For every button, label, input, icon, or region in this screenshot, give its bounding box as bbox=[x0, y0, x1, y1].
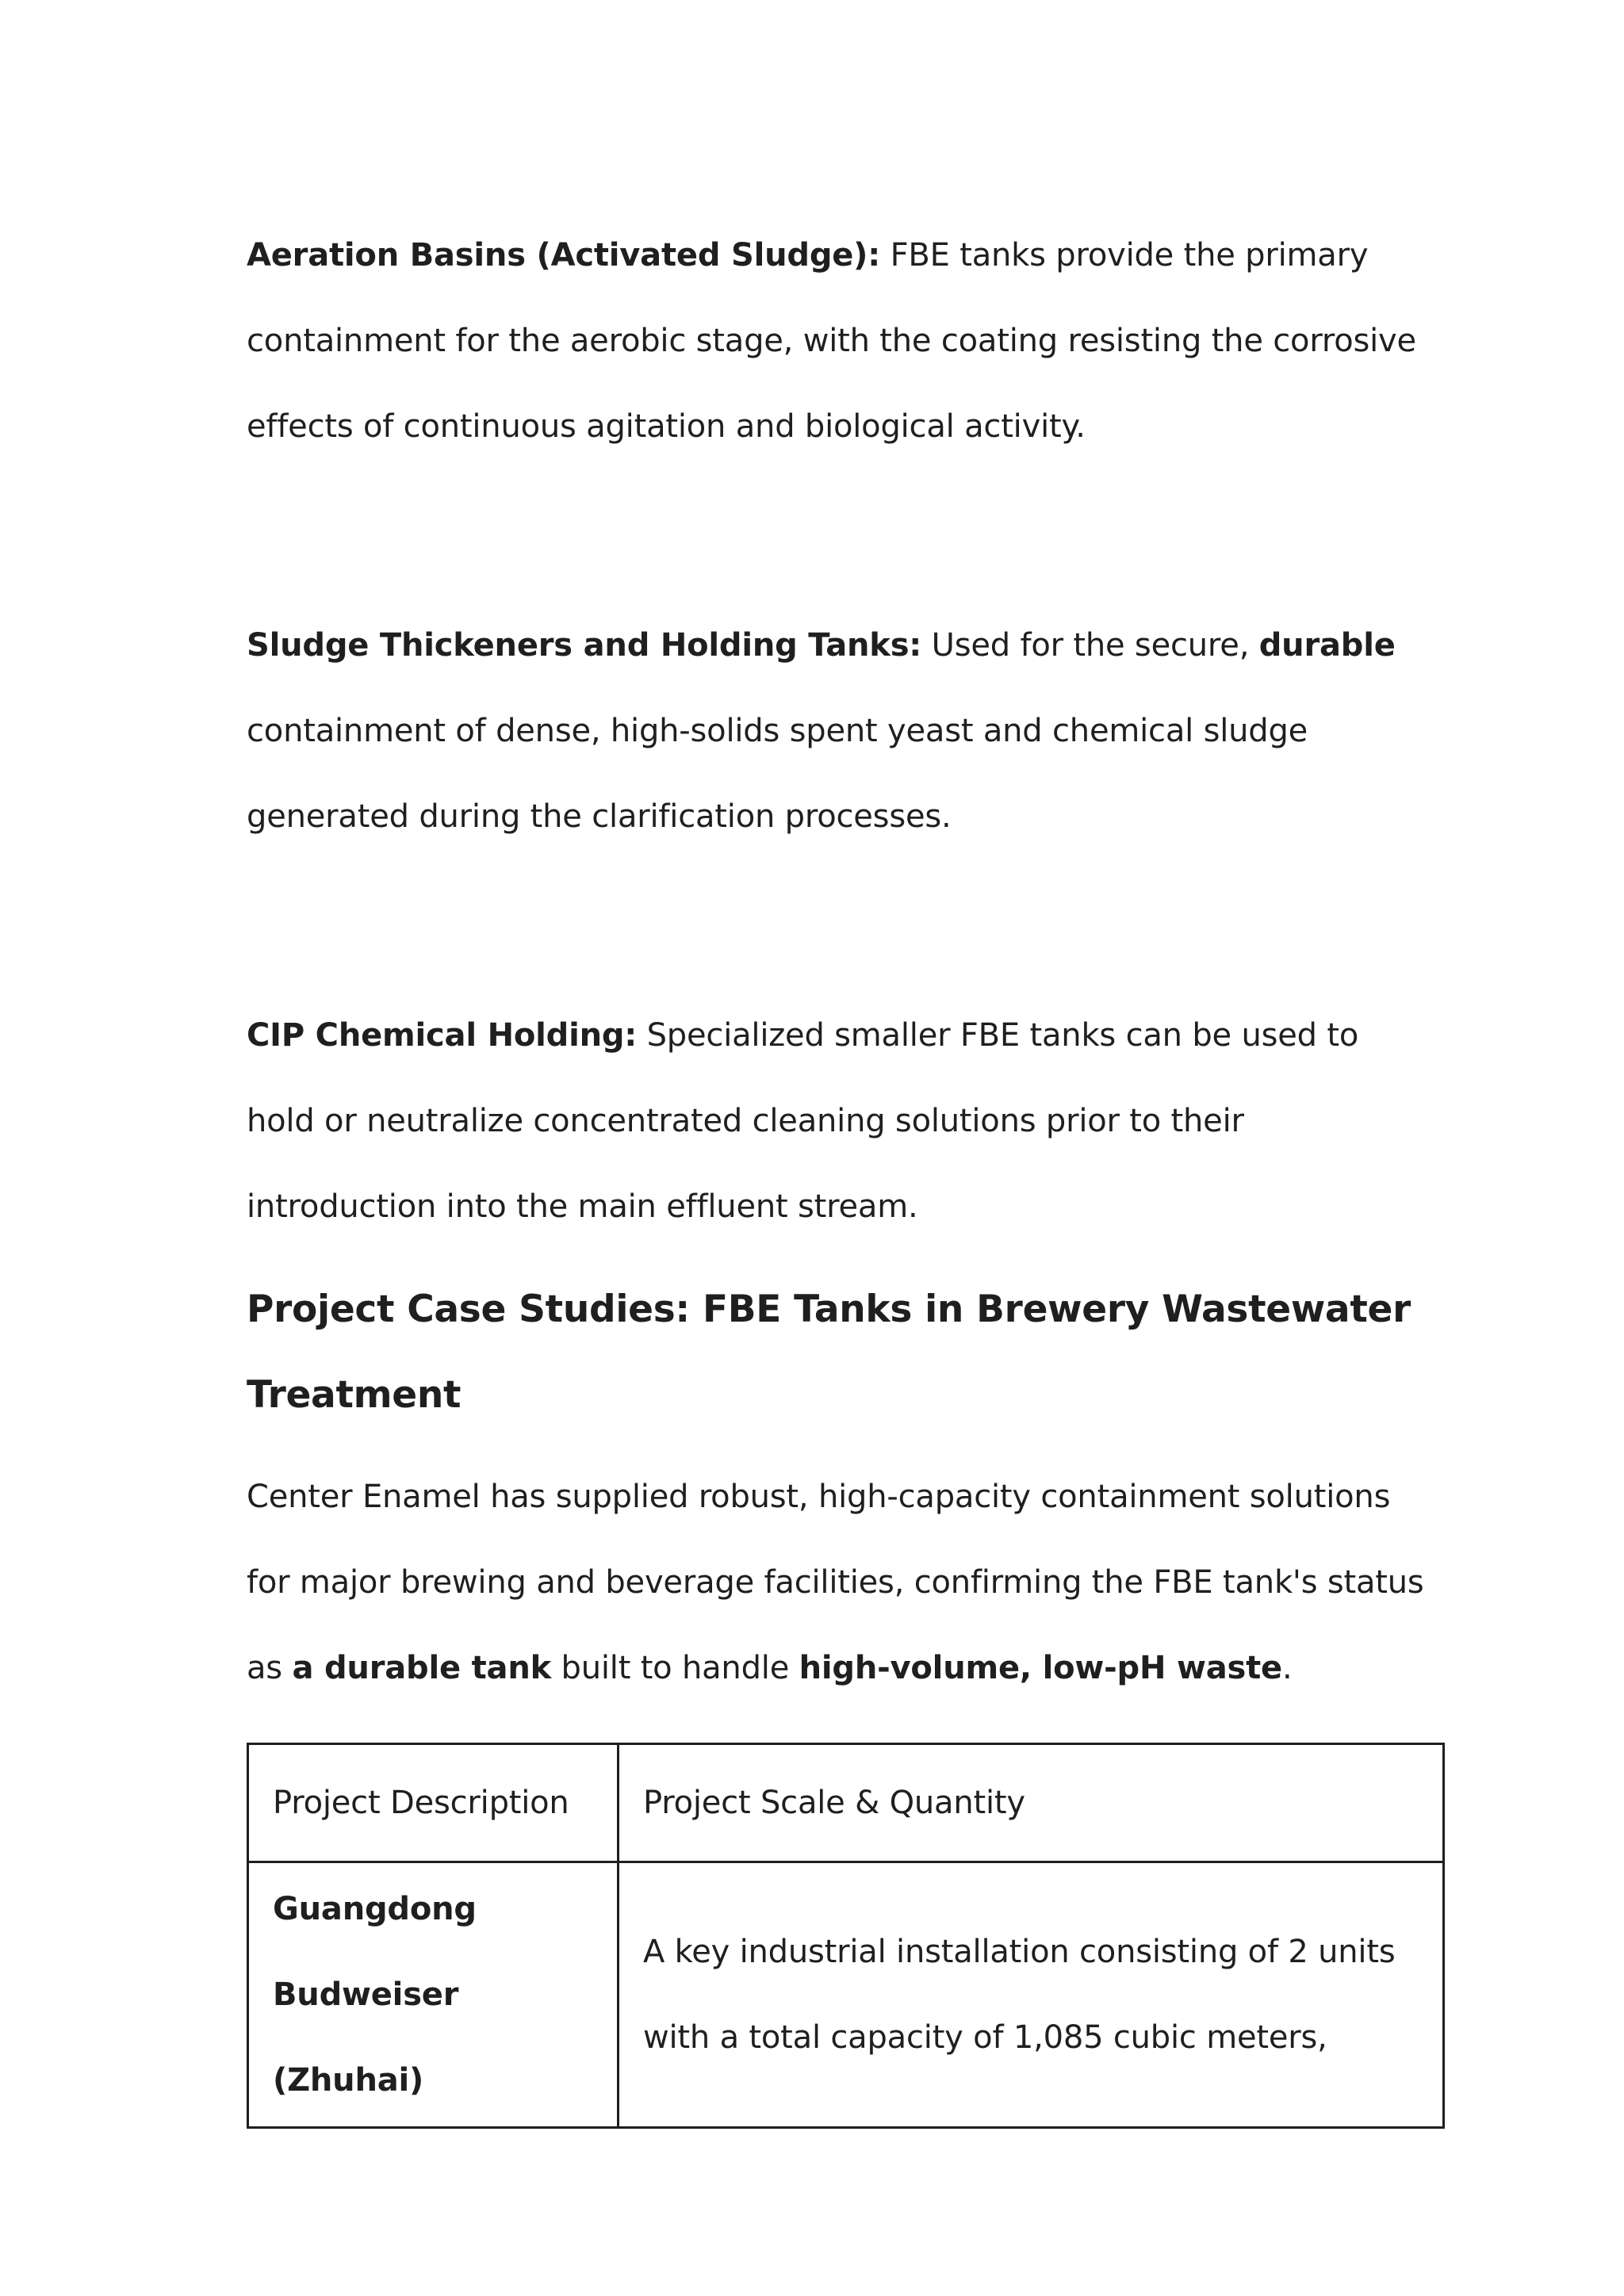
aeration-basins-text: FBE tanks provide the primary containment for the aerobic stage, with the coating resisting the corrosive effects of continuous agitation and biological activity. bbox=[247, 237, 1416, 445]
sludge-thickeners-lead: Sludge Thickeners and Holding Tanks: bbox=[247, 627, 922, 664]
projects-table bbox=[247, 1743, 1445, 2129]
sludge-thickeners-bold-durable: durable bbox=[1258, 627, 1396, 664]
case-studies-intro bbox=[247, 1454, 1436, 1711]
intro-bold-waste: high-volume, low-pH waste bbox=[799, 1650, 1282, 1686]
cip-chemical-holding-text: Specialized smaller FBE tanks can be used to hold or neutralize concentrated cleaning solutions prior to their introduction into the main effluent stream. bbox=[247, 1017, 1359, 1225]
header-project-scale: Project Scale & Quantity bbox=[619, 1744, 1444, 1862]
header-project-description: Project Description bbox=[248, 1744, 619, 1862]
paragraph-aeration-basins bbox=[247, 212, 1436, 469]
intro-bold-durable-tank: a durable tank bbox=[292, 1650, 552, 1686]
cip-chemical-holding-lead: CIP Chemical Holding: bbox=[247, 1017, 638, 1054]
sludge-thickeners-text-after: containment of dense, high-solids spent yeast and chemical sludge generated during the clarification processes. bbox=[247, 713, 1308, 835]
cell-project-scale: A key industrial installation consisting of 2 units with a total capacity of 1,085 cubic meters, bbox=[619, 1862, 1444, 2128]
aeration-basins-lead: Aeration Basins (Activated Sludge): bbox=[247, 237, 881, 274]
intro-text-end: . bbox=[1281, 1650, 1293, 1686]
intro-text-before: Center Enamel has supplied robust, high-capacity containment solutions for major brewing and beverage facilities, confirming the FBE tank's status as bbox=[247, 1479, 1424, 1686]
table-row bbox=[248, 1862, 1444, 2128]
paragraph-cip-chemical-holding bbox=[247, 993, 1436, 1249]
intro-text-middle: built to handle bbox=[551, 1650, 799, 1686]
table-header-row bbox=[248, 1744, 1444, 1862]
paragraph-sludge-thickeners bbox=[247, 603, 1436, 859]
case-studies-heading: Project Case Studies: FBE Tanks in Brewery Wastewater Treatment bbox=[247, 1288, 1411, 1417]
sludge-thickeners-text-before: Used for the secure, bbox=[921, 627, 1259, 664]
cell-project-name: Guangdong Budweiser (Zhuhai) bbox=[248, 1862, 619, 2128]
